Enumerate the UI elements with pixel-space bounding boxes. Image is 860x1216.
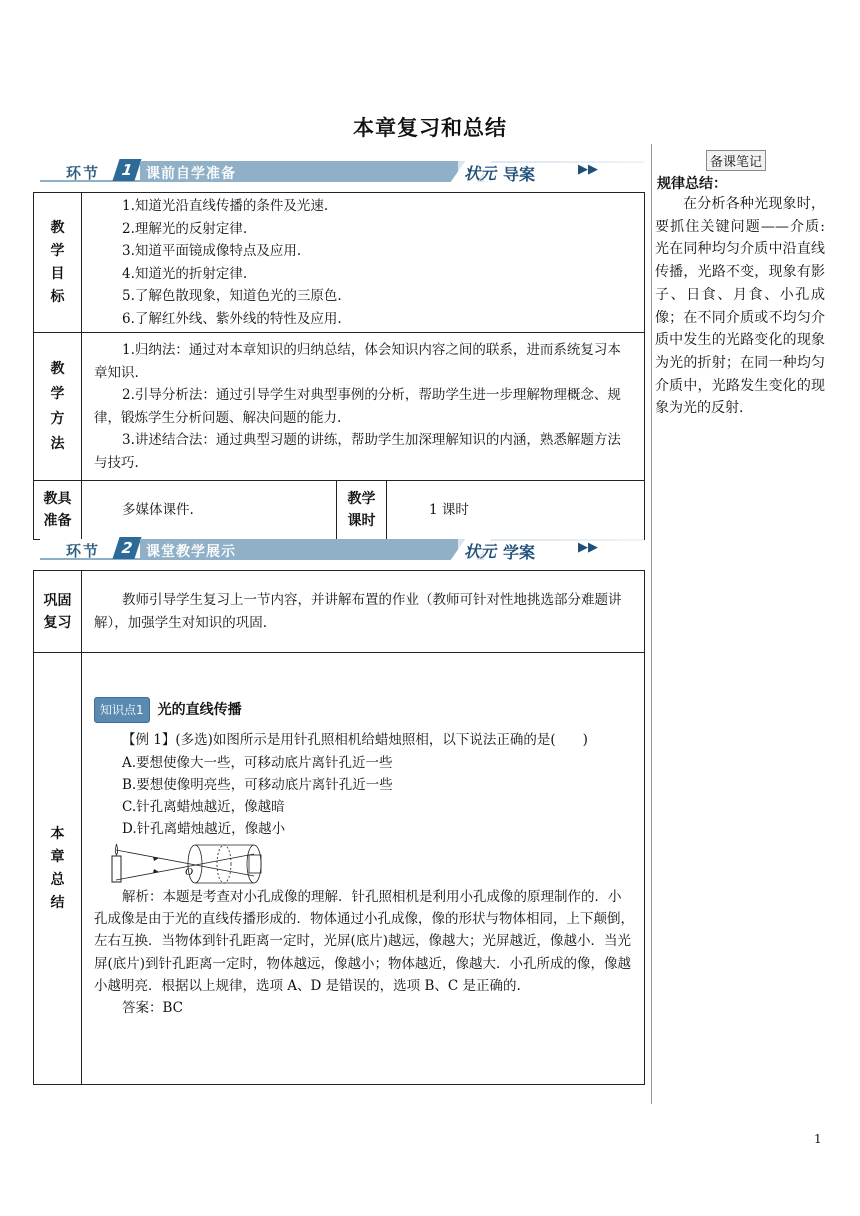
page-number: 1 (814, 1132, 822, 1146)
banner-brand: 状元 (464, 164, 497, 183)
tools-label-line: 准备 (43, 513, 72, 529)
hours-value: 1 课时 (387, 481, 645, 540)
hours-label-line: 课时 (347, 513, 376, 529)
summary-label-text: 本 章 总 结 (50, 825, 65, 911)
hours-label-line: 教学 (347, 491, 376, 507)
goal-item: 4.知道光的折射定律. (122, 265, 248, 282)
option-a: A.要想使像大一些，可移动底片离针孔近一些 (122, 754, 393, 771)
option-d: D.针孔离蜡烛越近，像越小 (122, 821, 286, 838)
option-b: B.要想使像明亮些，可移动底片离针孔近一些 (122, 776, 393, 793)
goals-label (34, 193, 82, 333)
tools-label-line: 教具 (43, 491, 72, 507)
review-paragraph: 教师引导学生复习上一节内容，并讲解布置的作业（教师可针对性地挑选部分难题讲解），加强学生对知识的巩固. (94, 591, 622, 631)
banner-brand-suffix: 学案 (503, 543, 536, 562)
option-c: C.针孔离蜡烛越近，像越暗 (122, 799, 285, 816)
banner-brand: 状元 (464, 542, 497, 561)
notes-body: 在分析各种光现象时，要抓住关键问题——介质:光在同种均匀介质中沿直线传播，光路不变，现象有影子、日食、月食、小孔成像；在不同介质或不均匀介质中发生的光路变化的现象为光的折射；在同一种均匀介质中，光路发生变化的现象为光的反射. (655, 196, 825, 417)
method-item: 3.讲述结合法：通过典型习题的讲练，帮助学生加深理解知识的内涵，熟悉解题方法与技巧. (94, 432, 621, 471)
flame-icon (115, 844, 117, 855)
answer-text: 答案：BC (122, 1000, 184, 1017)
method-item: 2.引导分析法：通过引导学生对典型事例的分析，帮助学生进一步理解物理概念、规律，锻炼学生分析问题、解决问题的能力. (94, 387, 621, 426)
goal-item: 2.理解光的反射定律. (122, 220, 248, 237)
arrow-right-icon: ▶▶ (578, 540, 598, 555)
candle-icon (112, 856, 121, 882)
goal-item: 1.知道光沿直线传播的条件及光速. (122, 198, 329, 214)
review-label (34, 571, 82, 653)
summary-label (34, 653, 82, 1085)
banner-number: 2 (112, 537, 141, 559)
notes-divider (651, 144, 652, 1104)
example-question: 【例 1】(多选)如图所示是用针孔照相机给蜡烛照相，以下说法正确的是( ) (122, 732, 588, 749)
pinhole-camera-figure (108, 842, 278, 886)
methods-label (34, 333, 82, 481)
banner-brand-suffix: 导案 (503, 165, 536, 184)
tools-value: 多媒体课件. (82, 481, 337, 540)
section-banner-class (40, 539, 644, 560)
goals-list (82, 193, 645, 333)
knowledge-point-heading (94, 697, 634, 723)
banner-label: 课堂教学展示 (146, 544, 236, 560)
methods-list (82, 333, 645, 481)
banner-huan: 环节 (66, 164, 101, 182)
summary-content (82, 653, 645, 1085)
goal-item: 5.了解色散现象，知道色光的三原色. (122, 288, 342, 304)
analysis-text: 解析：本题是考查对小孔成像的理解．针孔照相机是利用小孔成像的原理制作的．小孔成像是由于光的直线传播形成的．物体通过小孔成像，像的形状与物体相同，上下颠倒，左右互换．当物体到针孔距离一定时，光屏(底片)越远，像越大；光屏越近，像越小．当光屏(底片)到针孔距离一定时，物体越远，像越小；物体越近，像越大．小孔所成的像，像越小越明亮．根据以上规律，选项 A、D 是错误的，选项 B、C 是正确的. (94, 888, 634, 994)
goal-item: 3.知道平面镜成像特点及应用. (122, 243, 302, 259)
figure-label-o: O (185, 865, 193, 878)
review-label-line: 巩固 (43, 592, 72, 609)
notes-title: 规律总结： (657, 176, 727, 192)
section-banner-prep (40, 161, 644, 182)
screen-ring (217, 845, 231, 883)
prep-table (33, 192, 645, 540)
goals-label-text: 教 学 目 标 (50, 219, 65, 305)
banner-label: 课前自学准备 (146, 166, 236, 182)
review-label-line: 复习 (43, 614, 72, 631)
knowledge-point-tag: 知识点1 (94, 697, 150, 723)
page-title: 本章复习和总结 (353, 115, 507, 140)
knowledge-point-title: 光的直线传播 (157, 702, 242, 718)
banner-number: 1 (112, 159, 141, 181)
review-text (82, 571, 645, 653)
arrow-right-icon: ▶▶ (578, 162, 598, 177)
tools-label (34, 481, 82, 540)
hours-label (337, 481, 387, 540)
method-item: 1.归纳法：通过对本章知识的归纳总结，体会知识内容之间的联系，进而系统复习本章知识. (94, 342, 621, 381)
methods-label-text: 教 学 方 法 (50, 360, 65, 452)
banner-huan: 环节 (66, 542, 101, 560)
goal-item: 6.了解红外线、紫外线的特性及应用. (122, 310, 342, 327)
class-table (33, 570, 645, 1085)
notes-header: 备课笔记 (706, 150, 766, 171)
